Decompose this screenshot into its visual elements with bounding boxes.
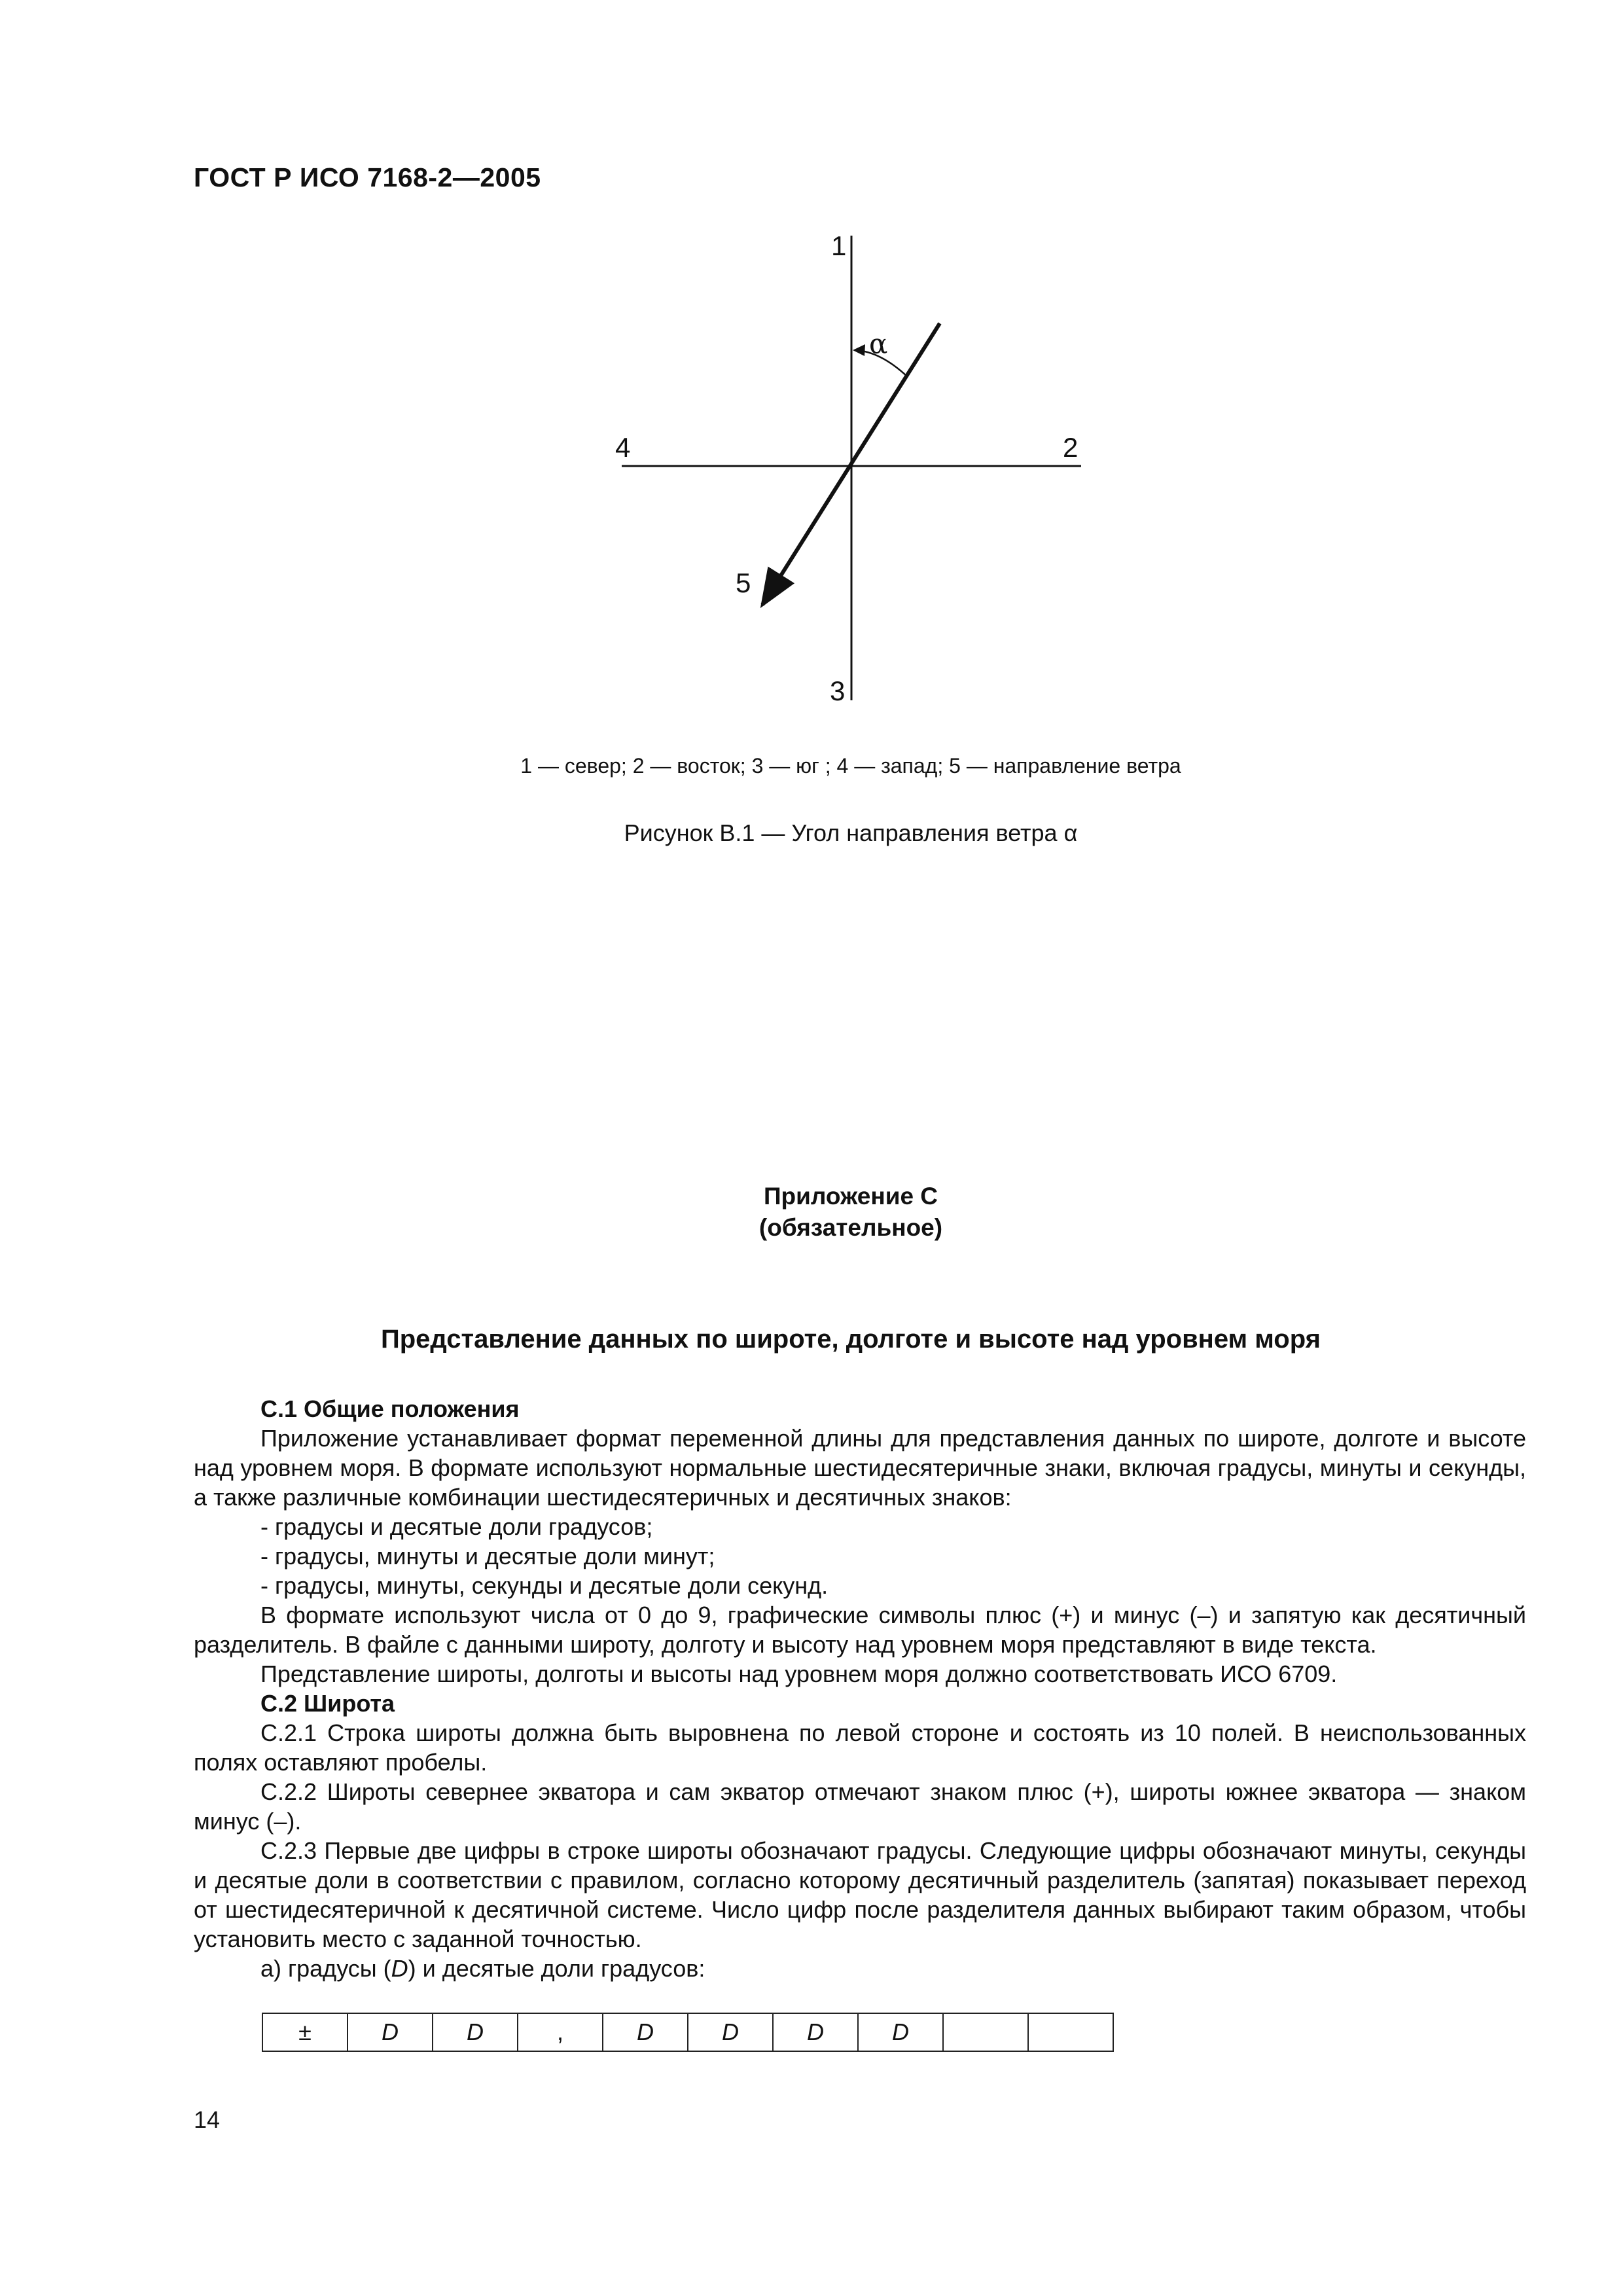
table-cell: ± [262,2013,348,2051]
list-item: - градусы и десятые доли градусов; [260,1513,653,1540]
annex-title: Приложение С [763,1183,938,1210]
page-number: 14 [194,2106,221,2133]
table-cell: D [603,2013,688,2051]
label-west: 4 [615,432,631,463]
annex-body [194,1394,1526,1983]
list-item: - градусы, минуты и десятые доли минут; [260,1543,715,1570]
table-cell: D [688,2013,773,2051]
clause-c2-1: С.2.1 Строка широты должна быть выровнена по левой стороне и состоять из 10 полей. В неиспользованных полях оставляют пробелы. [194,1719,1526,1776]
label-angle-alpha: α [869,328,888,360]
table-cell [1028,2013,1113,2051]
section-c1-paragraph-2: В формате используют числа от 0 до 9, графические символы плюс (+) и минус (–) и запятую как десятичный разделитель. В файле с данными широту, долготу и высоту над уровнем моря представляют в виде текста. [194,1602,1526,1658]
section-c1-paragraph-3: Представление широты, долготы и высоты над уровнем моря должно соответствовать ИСО 6709. [260,1660,1338,1687]
table-cell: , [518,2013,603,2051]
latitude-format-table [262,2013,1114,2052]
item-a-variable: D [391,1955,408,1982]
table-row [262,2013,1113,2051]
figure-legend: 1 — север; 2 — восток; 3 — юг ; 4 — запад; 5 — направление ветра [520,754,1181,778]
label-wind: 5 [736,567,751,598]
section-c1-paragraph-1: Приложение устанавливает формат переменной длины для представления данных по широте, долготе и высоте над уровнем моря. В формате используют нормальные шестидесятеричные знаки, включая градусы, минуты и секунды, а также различные комбинации шестидесятеричных и десятичных знаков: [194,1425,1526,1511]
list-item: - градусы, минуты, секунды и десятые доли секунд. [260,1572,829,1599]
wind-direction-figure [0,0,1623,733]
clause-c2-2: С.2.2 Широты севернее экватора и сам экватор отмечают знаком плюс (+), широты южнее экватора — знаком минус (–). [194,1778,1526,1835]
table-cell: D [858,2013,943,2051]
annex-status: (обязательное) [758,1214,943,1241]
item-a-suffix: ) и десятые доли градусов: [408,1955,705,1982]
table-cell: D [433,2013,518,2051]
document-header: ГОСТ Р ИСО 7168-2—2005 [194,162,541,192]
item-a [194,1954,1526,1983]
section-c2-title: С.2 Широта [260,1690,395,1717]
annex-heading [0,1181,1623,1244]
section-c1-title: С.1 Общие положения [260,1395,520,1422]
table-cell [943,2013,1028,2051]
table-cell: D [773,2013,858,2051]
angle-arc-arrowhead [853,344,865,356]
table-cell: D [348,2013,433,2051]
label-south: 3 [830,675,846,706]
clause-c2-3: С.2.3 Первые две цифры в строке широты обозначают градусы. Следующие цифры обозначают минуты, секунды и десятые доли в соответствии с правилом, согласно которому десятичный разделитель (запятая) показывает переход от шестидесятеричной к десятичной системе. Число цифр после разделителя данных выбирают таким образом, чтобы установить место с заданной точностью. [194,1837,1526,1952]
annex-section-title: Представление данных по широте, долготе и высоте над уровнем моря [381,1325,1321,1354]
item-a-prefix: а) градусы ( [260,1955,391,1982]
figure-caption: Рисунок В.1 — Угол направления ветра α [624,819,1078,846]
label-east: 2 [1063,432,1079,463]
label-north: 1 [831,230,847,261]
